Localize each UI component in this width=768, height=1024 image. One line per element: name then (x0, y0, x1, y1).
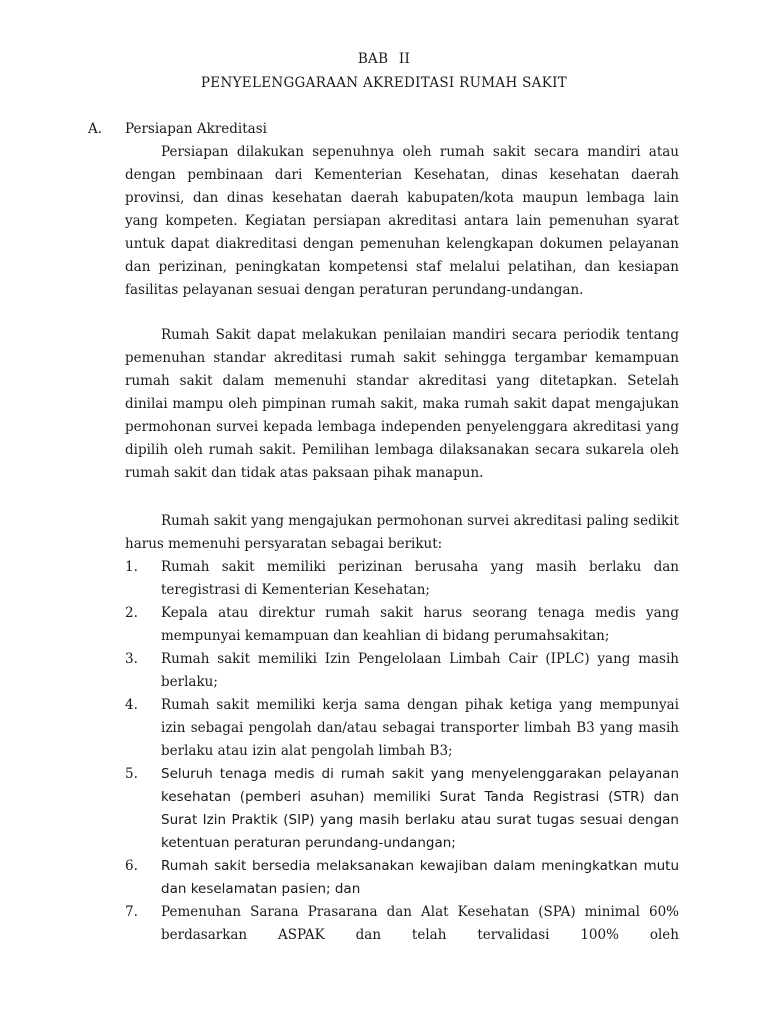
list-item (125, 901, 679, 947)
list-item-number: 4. (125, 697, 138, 713)
chapter-title: PENYELENGGARAAN AKREDITASI RUMAH SAKIT (200, 75, 568, 91)
list-item-number: 1. (125, 559, 138, 575)
list-item-number: 5. (125, 766, 138, 782)
list-item-number: 6. (125, 858, 138, 874)
list-item-text: Seluruh tenaga medis di rumah sakit yang menyelenggarakan pelayanan kesehatan (pemberi asuhan) memiliki Surat Tanda Registrasi (STR) dan Surat Izin Praktik (SIP) yang masih berlaku atau surat tugas sesuai dengan ketentuan peraturan perundang-undangan; (161, 766, 679, 851)
list-item-text: Kepala atau direktur rumah sakit harus seorang tenaga medis yang mempunyai kemampuan dan keahlian di bidang perumahsakitan; (161, 605, 679, 644)
list-item (125, 556, 679, 602)
list-item (125, 602, 679, 648)
list-item (125, 694, 679, 763)
list-item (125, 763, 679, 855)
chapter-heading: BAB II (357, 51, 411, 67)
list-item-number: 7. (125, 904, 138, 920)
paragraph-3: Rumah sakit yang mengajukan permohonan survei akreditasi paling sedikit harus memenuhi persyaratan sebagai berikut: (125, 513, 679, 552)
paragraph-2: Rumah Sakit dapat melakukan penilaian mandiri secara periodik tentang pemenuhan standar akreditasi rumah sakit sehingga tergambar kemampuan rumah sakit dalam memenuhi standar akreditasi yang ditetapkan. Setelah dinilai mampu oleh pimpinan rumah sakit, maka rumah sakit dapat mengajukan permohonan survei kepada lembaga independen penyelenggara akreditasi yang dipilih oleh rumah sakit. Pemilihan lembaga dilaksanakan secara sukarela oleh rumah sakit dan tidak atas paksaan pihak manapun. (125, 327, 679, 481)
section-letter: A. (88, 121, 103, 137)
section-title: Persiapan Akreditasi (125, 121, 267, 137)
list-item (125, 648, 679, 694)
list-item-text: Rumah sakit memiliki perizinan berusaha yang masih berlaku dan teregistrasi di Kementerian Kesehatan; (161, 559, 679, 598)
list-item-text: Rumah sakit bersedia melaksanakan kewajiban dalam meningkatkan mutu dan keselamatan pasien; dan (161, 858, 679, 897)
paragraph-1: Persiapan dilakukan sepenuhnya oleh rumah sakit secara mandiri atau dengan pembinaan dari Kementerian Kesehatan, dinas kesehatan daerah provinsi, dan dinas kesehatan daerah kabupaten/kota maupun lembaga lain yang kompeten. Kegiatan persiapan akreditasi antara lain pemenuhan syarat untuk dapat diakreditasi dengan pemenuhan kelengkapan dokumen pelayanan dan perizinan, peningkatan kompetensi staf melalui pelatihan, dan kesiapan fasilitas pelayanan sesuai dengan peraturan perundang-undangan. (125, 144, 679, 298)
list-item-text: Rumah sakit memiliki Izin Pengelolaan Limbah Cair (IPLC) yang masih berlaku; (161, 651, 679, 690)
list-item-number: 2. (125, 605, 138, 621)
list-item-text: Rumah sakit memiliki kerja sama dengan pihak ketiga yang mempunyai izin sebagai pengolah dan/atau sebagai transporter limbah B3 yang masih berlaku atau izin alat pengolah limbah B3; (161, 697, 679, 759)
list-item-text: Pemenuhan Sarana Prasarana dan Alat Kesehatan (SPA) minimal 60% berdasarkan ASPAK dan telah tervalidasi 100% oleh (161, 904, 679, 943)
requirements-list (125, 556, 679, 947)
list-item-number: 3. (125, 651, 138, 667)
list-item (125, 855, 679, 901)
